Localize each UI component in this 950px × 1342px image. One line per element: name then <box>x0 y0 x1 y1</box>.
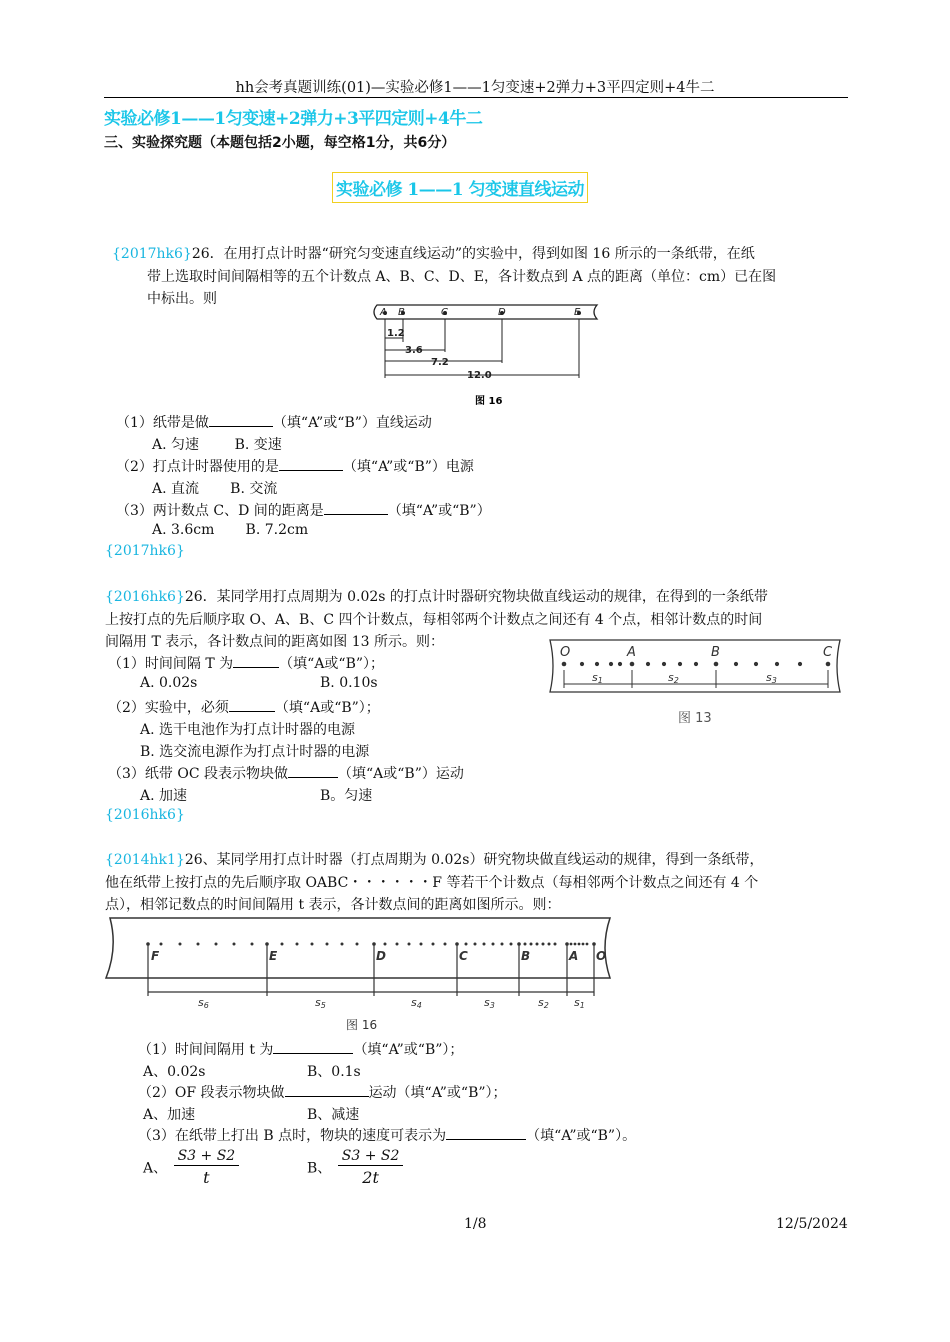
q2017-end-tag: {2017hk6} <box>105 543 185 559</box>
fraction: $\frac{S3 + S2}{2t}$ <box>338 1148 404 1187</box>
q2016-sub1-optA: A. 0.02s <box>140 675 198 691</box>
label-C: C <box>459 949 468 963</box>
segment-s3: s3 <box>766 671 777 685</box>
q2017-line3: 中标出。则 <box>147 291 217 307</box>
q2016-sub3-optA: A. 加速 <box>140 788 188 804</box>
dist-AD: 7.2 <box>431 357 449 368</box>
q2017-figure-caption: 图 16 <box>475 396 503 407</box>
q2016-line3: 间隔用 T 表示，各计数点间的距离如图 13 所示。则： <box>105 634 444 650</box>
label-B: B <box>521 949 531 963</box>
q2016-sub1: （1）时间间隔 T 为 （填“A或“B”）； <box>108 656 385 672</box>
topic-box-title: 实验必修 1——1 匀变速直线运动 <box>332 172 588 203</box>
segment-s6: s6 <box>198 996 209 1010</box>
q2017-line1: {2017hk6}26．在用打点计时器“研究匀变速直线运动”的实验中，得到如图 16 所示的一条纸带，在纸 <box>112 246 755 262</box>
answer-blank[interactable] <box>209 414 273 427</box>
q2014-sub2: （2）OF 段表示物块做 运动（填“A”或“B”）； <box>138 1085 507 1101</box>
q2014-sub1-optA: A、0.02s <box>143 1064 206 1080</box>
segment-s5: s5 <box>315 996 326 1010</box>
label-C: C <box>823 645 833 660</box>
answer-blank[interactable] <box>446 1127 526 1140</box>
segment-s2: s2 <box>538 996 549 1010</box>
answer-blank[interactable] <box>288 765 338 778</box>
dist-AB: 1.2 <box>387 328 405 339</box>
label-A: A <box>627 645 636 660</box>
answer-blank[interactable] <box>233 655 279 668</box>
label-A: A <box>380 307 387 318</box>
q2016-sub3: （3）纸带 OC 段表示物块做 （填“A或“B”）运动 <box>108 766 464 782</box>
label-F: F <box>151 949 160 963</box>
segment-s2: s2 <box>668 671 679 685</box>
q2014-optA-formula: A、 $\frac{S3 + S2}{t}$ <box>143 1148 239 1187</box>
q2014-sub1-optB: B、0.1s <box>307 1064 361 1080</box>
tape-outline <box>374 305 597 319</box>
footer-date: 12/5/2024 <box>776 1216 848 1232</box>
q2016-sub2-optB: B. 选交流电源作为打点计时器的电源 <box>140 744 370 760</box>
answer-blank[interactable] <box>324 502 388 515</box>
page-header-title: hh会考真题训练(01)—实验必修1——1匀变速+2弹力+3平四定则+4牛二 <box>235 80 715 96</box>
q2016-tape-figure <box>544 636 848 728</box>
header-divider <box>104 97 848 98</box>
q2016-line2: 上按打点的先后顺序取 O、A、B、C 四个计数点，每相邻两个计数点之间还有 4 个点，相邻计数点的时间 <box>105 612 763 628</box>
q2016-figure-caption: 图 13 <box>678 711 712 726</box>
q2014-tag: {2014hk1} <box>105 852 185 868</box>
label-E: E <box>574 307 581 318</box>
q2017-tape-figure <box>365 300 605 412</box>
label-E: E <box>269 949 278 963</box>
q2014-tape-figure <box>100 910 620 1036</box>
label-C: C <box>441 307 448 318</box>
segment-s1: s1 <box>574 996 585 1010</box>
q2016-sub2-optA: A. 选干电池作为打点计时器的电源 <box>140 722 356 738</box>
label-O: O <box>596 949 607 963</box>
q2017-sub2: （2）打点计时器使用的是 （填“A”或“B”）电源 <box>116 459 474 475</box>
label-O: O <box>560 645 571 660</box>
q2016-sub1-optB: B. 0.10s <box>320 675 378 691</box>
q2014-figure-caption: 图 16 <box>346 1018 378 1032</box>
tape-dots <box>562 662 831 667</box>
q2014-line2: 他在纸带上按打点的先后顺序取 OABC・・・・・・F 等若干个计数点（每相邻两个计数点之间还有 4 个 <box>105 875 759 891</box>
q2014-line3: 点），相邻记数点的时间间隔用 t 表示，各计数点间的距离如图所示。则： <box>105 897 561 913</box>
q2017-sub2-options: A. 直流 B. 交流 <box>152 481 278 497</box>
q2014-sub2-optB: B、减速 <box>307 1107 360 1123</box>
section-heading: 三、实验探究题（本题包括2小题，每空格1分，共6分） <box>104 135 456 151</box>
q2016-line1: {2016hk6}26．某同学用打点周期为 0.02s 的打点计时器研究物块做直线运动的规律，在得到的一条纸带 <box>105 589 768 605</box>
answer-blank[interactable] <box>273 1041 353 1054</box>
q2014-optB-formula: B、 $\frac{S3 + S2}{2t}$ <box>307 1148 403 1187</box>
tape-points <box>383 311 581 315</box>
label-A: A <box>569 949 579 963</box>
q2016-tag: {2016hk6} <box>105 589 185 605</box>
q2014-sub2-optA: A、加速 <box>143 1107 196 1123</box>
label-D: D <box>376 949 386 963</box>
dist-AC: 3.6 <box>405 345 423 356</box>
q2016-sub3-optB: B。匀速 <box>320 788 373 804</box>
q2017-sub3: （3）两计数点 C、D 间的距离是 （填“A”或“B”） <box>116 503 491 519</box>
tape-outline <box>106 918 610 978</box>
segment-s3: s3 <box>484 996 495 1010</box>
q2017-line2: 带上选取时间间隔相等的五个计数点 A、B、C、D、E，各计数点到 A 点的距离（单位：cm）已在图 <box>147 269 777 285</box>
label-D: D <box>498 307 506 318</box>
dist-AE: 12.0 <box>467 370 492 381</box>
q2017-tag: {2017hk6} <box>112 246 192 262</box>
q2014-sub3: （3）在纸带上打出 B 点时，物块的速度可表示为 （填“A”或“B”）。 <box>138 1128 637 1144</box>
q2016-end-tag: {2016hk6} <box>105 807 185 823</box>
segment-s4: s4 <box>411 996 422 1010</box>
label-B: B <box>711 645 720 660</box>
answer-blank[interactable] <box>285 1084 369 1097</box>
tape-dots <box>146 942 596 946</box>
answer-blank[interactable] <box>279 458 343 471</box>
q2017-sub3-options: A. 3.6cm B. 7.2cm <box>152 522 309 538</box>
label-B: B <box>398 307 405 318</box>
document-title: 实验必修1——1匀变速+2弹力+3平四定则+4牛二 <box>104 109 483 129</box>
segment-s1: s1 <box>592 671 603 685</box>
q2017-sub1-options: A. 匀速 B. 变速 <box>152 437 282 453</box>
answer-blank[interactable] <box>229 699 275 712</box>
q2017-sub1: （1）纸带是做 （填“A”或“B”）直线运动 <box>116 415 432 431</box>
q2014-sub1: （1）时间间隔用 t 为 （填“A”或“B”）； <box>138 1042 464 1058</box>
page-number: 1/8 <box>464 1216 487 1232</box>
q2014-line1: {2014hk1}26、某同学用打点计时器（打点周期为 0.02s）研究物块做直线运动的规律，得到一条纸带， <box>105 852 764 868</box>
q2016-sub2: （2）实验中，必须 （填“A或“B”）； <box>108 700 380 716</box>
fraction: $\frac{S3 + S2}{t}$ <box>174 1148 240 1187</box>
